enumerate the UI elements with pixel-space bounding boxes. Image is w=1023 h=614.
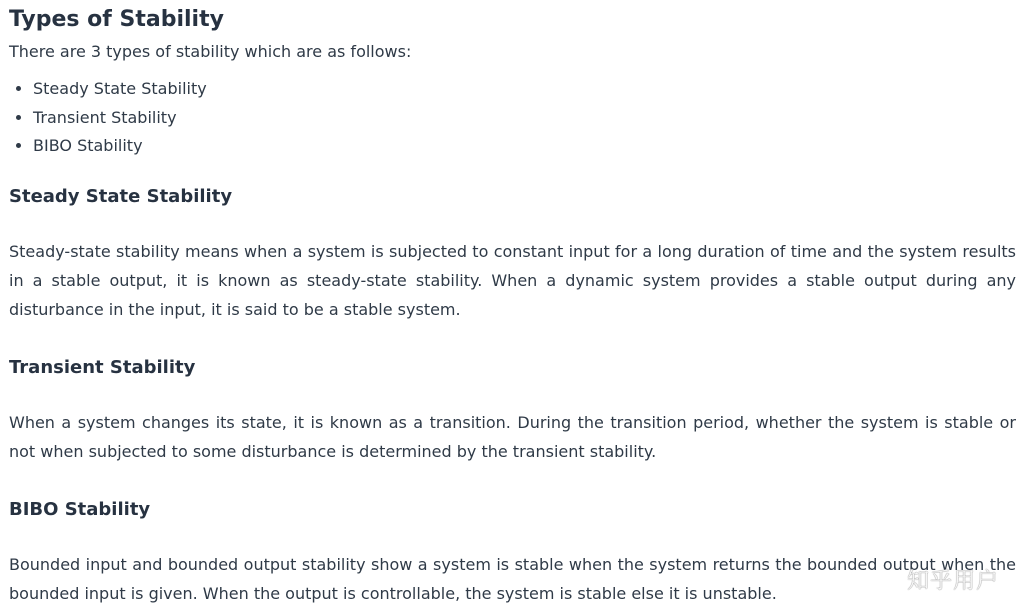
- article: [9, 0, 1016, 608]
- section-text-steady-state: Steady-state stability means when a system is subjected to constant input for a long duration of time and the system results in a stable output, it is known as steady-state stability. When a dynamic system provides a stable output during any disturbance in the input, it is said to be a stable system.: [9, 241, 1016, 319]
- section-text-bibo: Bounded input and bounded output stability show a system is stable when the system returns the bounded output when the bounded input is given. When the output is controllable, the system is stable else it is unstable.: [9, 554, 1016, 603]
- watermark-logo: 知乎用户: [906, 569, 999, 594]
- list-item: • BIBO Stability: [33, 132, 1016, 161]
- list-item: • Transient Stability: [33, 104, 1016, 133]
- list-item: • Steady State Stability: [33, 75, 1016, 104]
- section-heading-transient: Transient Stability: [9, 356, 196, 378]
- section-heading-steady-state: Steady State Stability: [9, 185, 233, 207]
- stability-types-list: [9, 75, 1016, 161]
- section-heading-bibo: BIBO Stability: [9, 498, 151, 520]
- page-title: Types of Stability: [9, 7, 224, 32]
- intro-text: There are 3 types of stability which are as follows:: [9, 42, 412, 61]
- section-text-transient: When a system changes its state, it is known as a transition. During the transition period, whether the system is stable or not when subjected to some disturbance is determined by the transient stability.: [9, 412, 1016, 461]
